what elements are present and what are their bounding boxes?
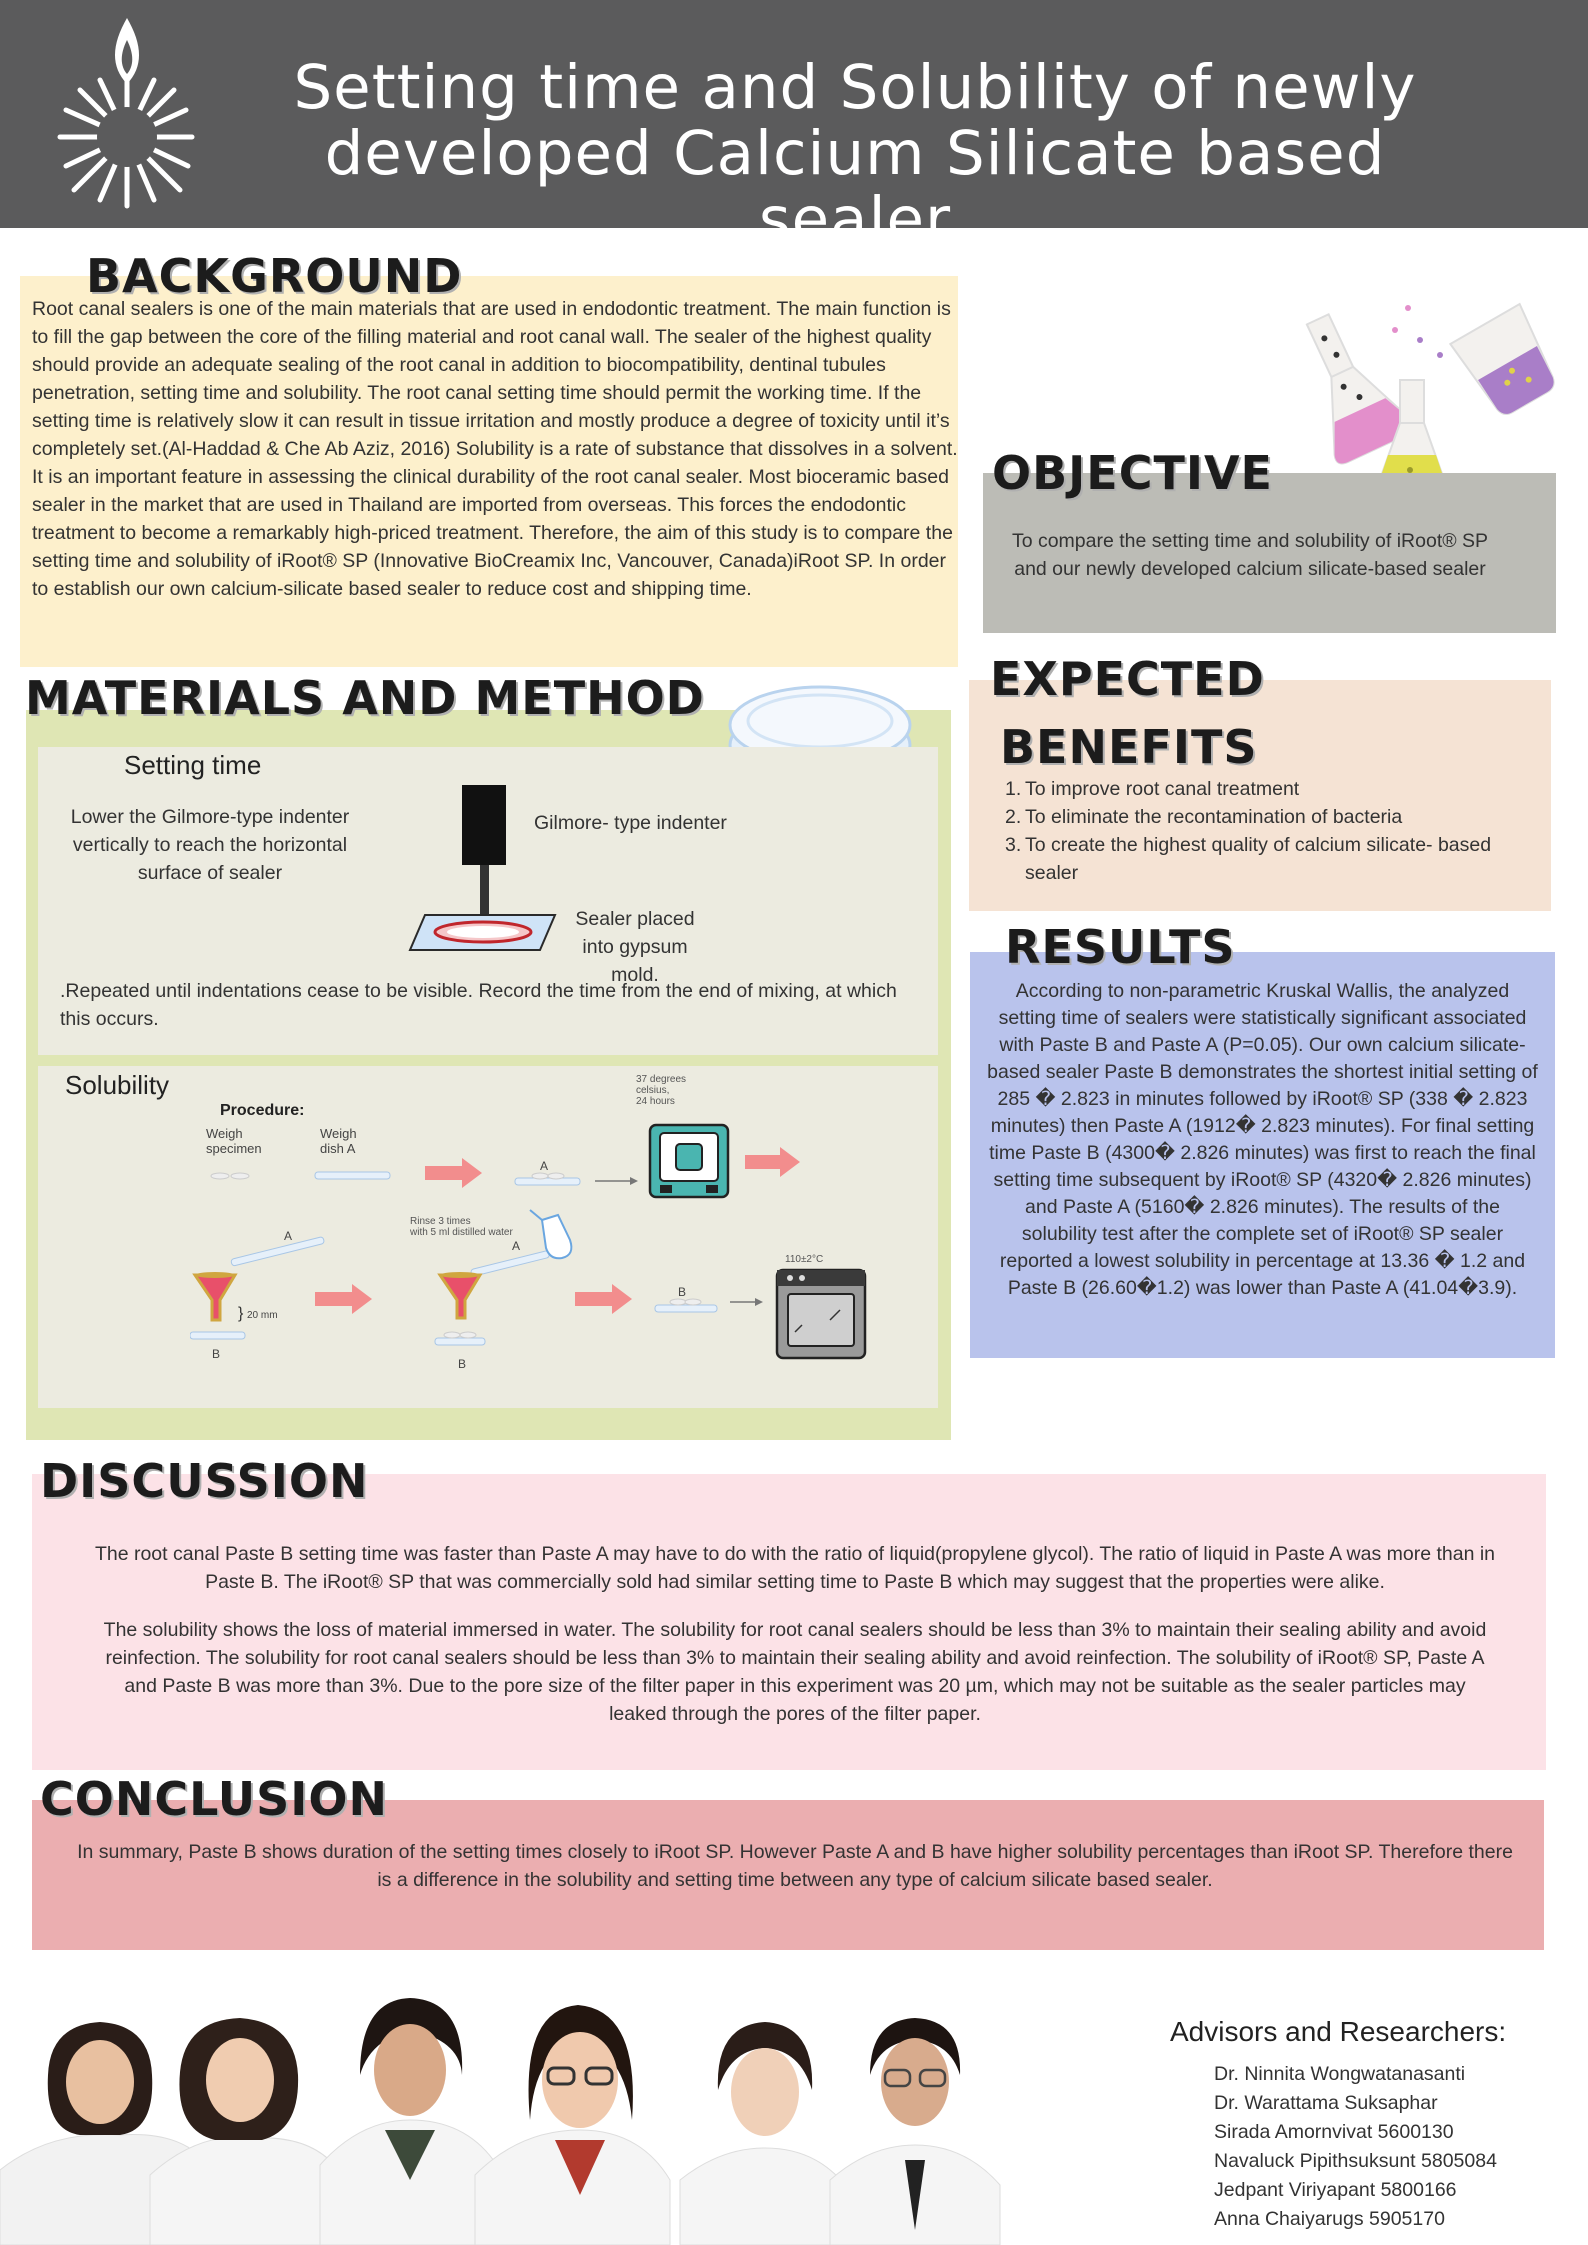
wash-bottle-icon xyxy=(530,1210,571,1258)
materials-method-heading: MATERIALS AND METHOD xyxy=(25,671,705,725)
arrow-icon xyxy=(315,1284,372,1314)
label-b: B xyxy=(678,1285,687,1299)
background-text: Root canal sealers is one of the main materials that are used in endodontic treatment. The main function is to fill the gap between the core of the filling material and root canal wall. The sealer of the highest quality should provide an adequate sealing of the root canal in addition to biocompatibility, dentinal tubules penetration, setting time and solubility. The root canal setting time should permit the working time. If the setting time is relatively slow it can result in tissue irritation and mostly produce a degree of toxicity until it’s completely set.(Al-Haddad & Che Ab Aziz, 2016) Solubility is a rate of substance that dissolves in a solvent. It is an important feature in assessing the clinical durability of the root canal sealer. Most bioceramic based sealer in the market that are used in Thailand are imported from overseas. This forces the endodontic treatment to become a remarkably high-priced treatment. Therefore, the aim of this study is to compare the setting time and solubility of iRoot® SP (Innovative BioCreamix Inc, Vancouver, Canada)iRoot SP. In order to establish our own calcium-silicate based sealer to reduce cost and shipping time. xyxy=(32,298,958,600)
title-line-1: Setting time and Solubility of newly xyxy=(293,52,1417,123)
list-item: 3. To create the highest quality of calcium silicate- based sealer xyxy=(1005,834,1492,884)
expected-benefits-heading-line-2: BENEFITS xyxy=(1000,720,1258,774)
discussion-heading: DISCUSSION xyxy=(40,1454,369,1508)
benefits-list xyxy=(1005,775,1535,887)
discussion-paragraph-1: The root canal Paste B setting time was faster than Paste A may have to do with the ratio of liquid(propylene glycol). The ratio of liquid in Paste A was more than in Paste B. The iRoot® SP that was commercially sold had similar setting time to Paste B which may suggest that the properties were alike. xyxy=(94,1543,1496,1593)
person-photo xyxy=(320,1998,500,2245)
university-logo-icon xyxy=(52,14,212,214)
person-photo xyxy=(475,2005,670,2245)
list-item: Anna Chaiyarugs 5905170 xyxy=(1214,2208,1445,2230)
person-photo xyxy=(680,2022,845,2245)
arrow-icon xyxy=(425,1158,482,1188)
person-photo xyxy=(830,2018,1000,2245)
setting-time-repeat-text: .Repeated until indentations cease to be visible. Record the time from the end of mixing, at which this occurs. xyxy=(60,980,897,1030)
solubility-procedure-diagram xyxy=(190,1070,890,1390)
gilmore-label: Gilmore- type indenter xyxy=(534,812,727,834)
list-item: 2. To eliminate the recontamination of bacteria xyxy=(1005,806,1403,828)
list-item: Dr. Ninnita Wongwatanasanti xyxy=(1214,2063,1466,2085)
incubator-note: 37 degrees celsius, 24 hours xyxy=(636,1074,687,1107)
list-item: Navaluck Pipithsuksunt 5805084 xyxy=(1214,2150,1497,2172)
advisors-title: Advisors and Researchers: xyxy=(1170,2016,1507,2047)
weigh-specimen-label: Weigh specimen xyxy=(206,1126,262,1156)
funnel-icon xyxy=(440,1272,480,1318)
label-a: A xyxy=(512,1239,521,1253)
solubility-title: Solubility xyxy=(65,1070,170,1100)
conclusion-text: In summary, Paste B shows duration of the setting times closely to iRoot SP. However Paste A and B have higher solubility percentages than iRoot SP. Therefore there is a difference in the solubility and setting time between any type of calcium silicate based sealer. xyxy=(77,1841,1513,1891)
conclusion-heading: CONCLUSION xyxy=(40,1772,388,1826)
list-item: 1. To improve root canal treatment xyxy=(1005,778,1300,800)
label-b: B xyxy=(212,1347,221,1361)
weigh-dish-label: Weigh dish A xyxy=(320,1126,357,1156)
gilmore-indenter-icon xyxy=(405,780,575,960)
oven-temperature: 110±2°C xyxy=(785,1254,824,1265)
setting-time-instruction: Lower the Gilmore-type indenter vertically to reach the horizontal surface of sealer xyxy=(70,806,350,884)
objective-text: To compare the setting time and solubility of iRoot® SP and our newly developed calcium silicate-based sealer xyxy=(1011,530,1489,580)
label-a: A xyxy=(540,1159,549,1173)
distance-bracket: } xyxy=(238,1305,244,1322)
list-item: Jedpant Viriyapant 5800166 xyxy=(1214,2179,1457,2201)
funnel-icon xyxy=(195,1272,235,1320)
distance-label: 20 mm xyxy=(247,1310,278,1321)
list-item: Dr. Warattama Suksaphar xyxy=(1214,2092,1438,2114)
rinse-note: Rinse 3 times with 5 ml distilled water xyxy=(410,1216,513,1238)
discussion-paragraph-2: The solubility shows the loss of material immersed in water. The solubility for root canal sealers should be less than 3% to maintain their sealing ability and avoid reinfection. The solubility for root canal sealers should be less than 3% to maintain their sealing ability and avoid reinfection. The solubility of iRoot® SP, Paste A and Paste B was more than 3%. Due to the pore size of the filter paper in this experiment was 20 µm, which may not be suitable as the sealer particles may leaked through the pores of the filter paper. xyxy=(103,1619,1487,1725)
sealer-label: Sealer placed into gypsum mold. xyxy=(575,908,695,986)
setting-time-title: Setting time xyxy=(124,750,262,780)
poster-title xyxy=(235,52,1475,255)
results-text: According to non-parametric Kruskal Wallis, the analyzed setting time of sealers were statistically significant associated with Paste B and Paste A (P=0.05). Our own calcium silicate-based sealer Paste B demonstrates the shortest initial setting of 285 � 2.823 in minutes followed by iRoot® SP (338 � 2.823 minutes) then Paste A (1912� 2.823 minutes). For final setting time Paste B (4300� 2.826 minutes) was first to reach the final setting time subsequent by iRoot® SP (4320� 2.826 minutes) and Paste A (5160� 2.826 minutes). The results of the solubility test after the complete set of iRoot® SP sealer reported a lowest solubility in percentage at 13.36 � 1.2 and Paste B (26.60�1.2) was lower than Paste A (41.04�3.9). xyxy=(987,980,1538,1299)
results-heading: RESULTS xyxy=(1005,920,1236,974)
background-heading: BACKGROUND xyxy=(86,249,463,303)
procedure-label: Procedure: xyxy=(220,1102,305,1119)
title-line-2: developed Calcium Silicate based sealer xyxy=(324,118,1386,255)
expected-benefits-heading-line-1: EXPECTED xyxy=(990,652,1265,706)
person-photo xyxy=(150,2018,345,2245)
arrow-icon xyxy=(575,1284,632,1314)
advisors-list xyxy=(1214,2060,1497,2234)
list-item: Sirada Amornvivat 5600130 xyxy=(1214,2121,1454,2143)
oven-icon xyxy=(777,1270,865,1358)
objective-heading: OBJECTIVE xyxy=(992,446,1273,500)
label-a: A xyxy=(284,1229,293,1243)
arrow-icon xyxy=(745,1147,800,1177)
researchers-photo xyxy=(0,1980,1100,2245)
incubator-icon xyxy=(650,1125,728,1197)
label-b: B xyxy=(458,1357,467,1371)
